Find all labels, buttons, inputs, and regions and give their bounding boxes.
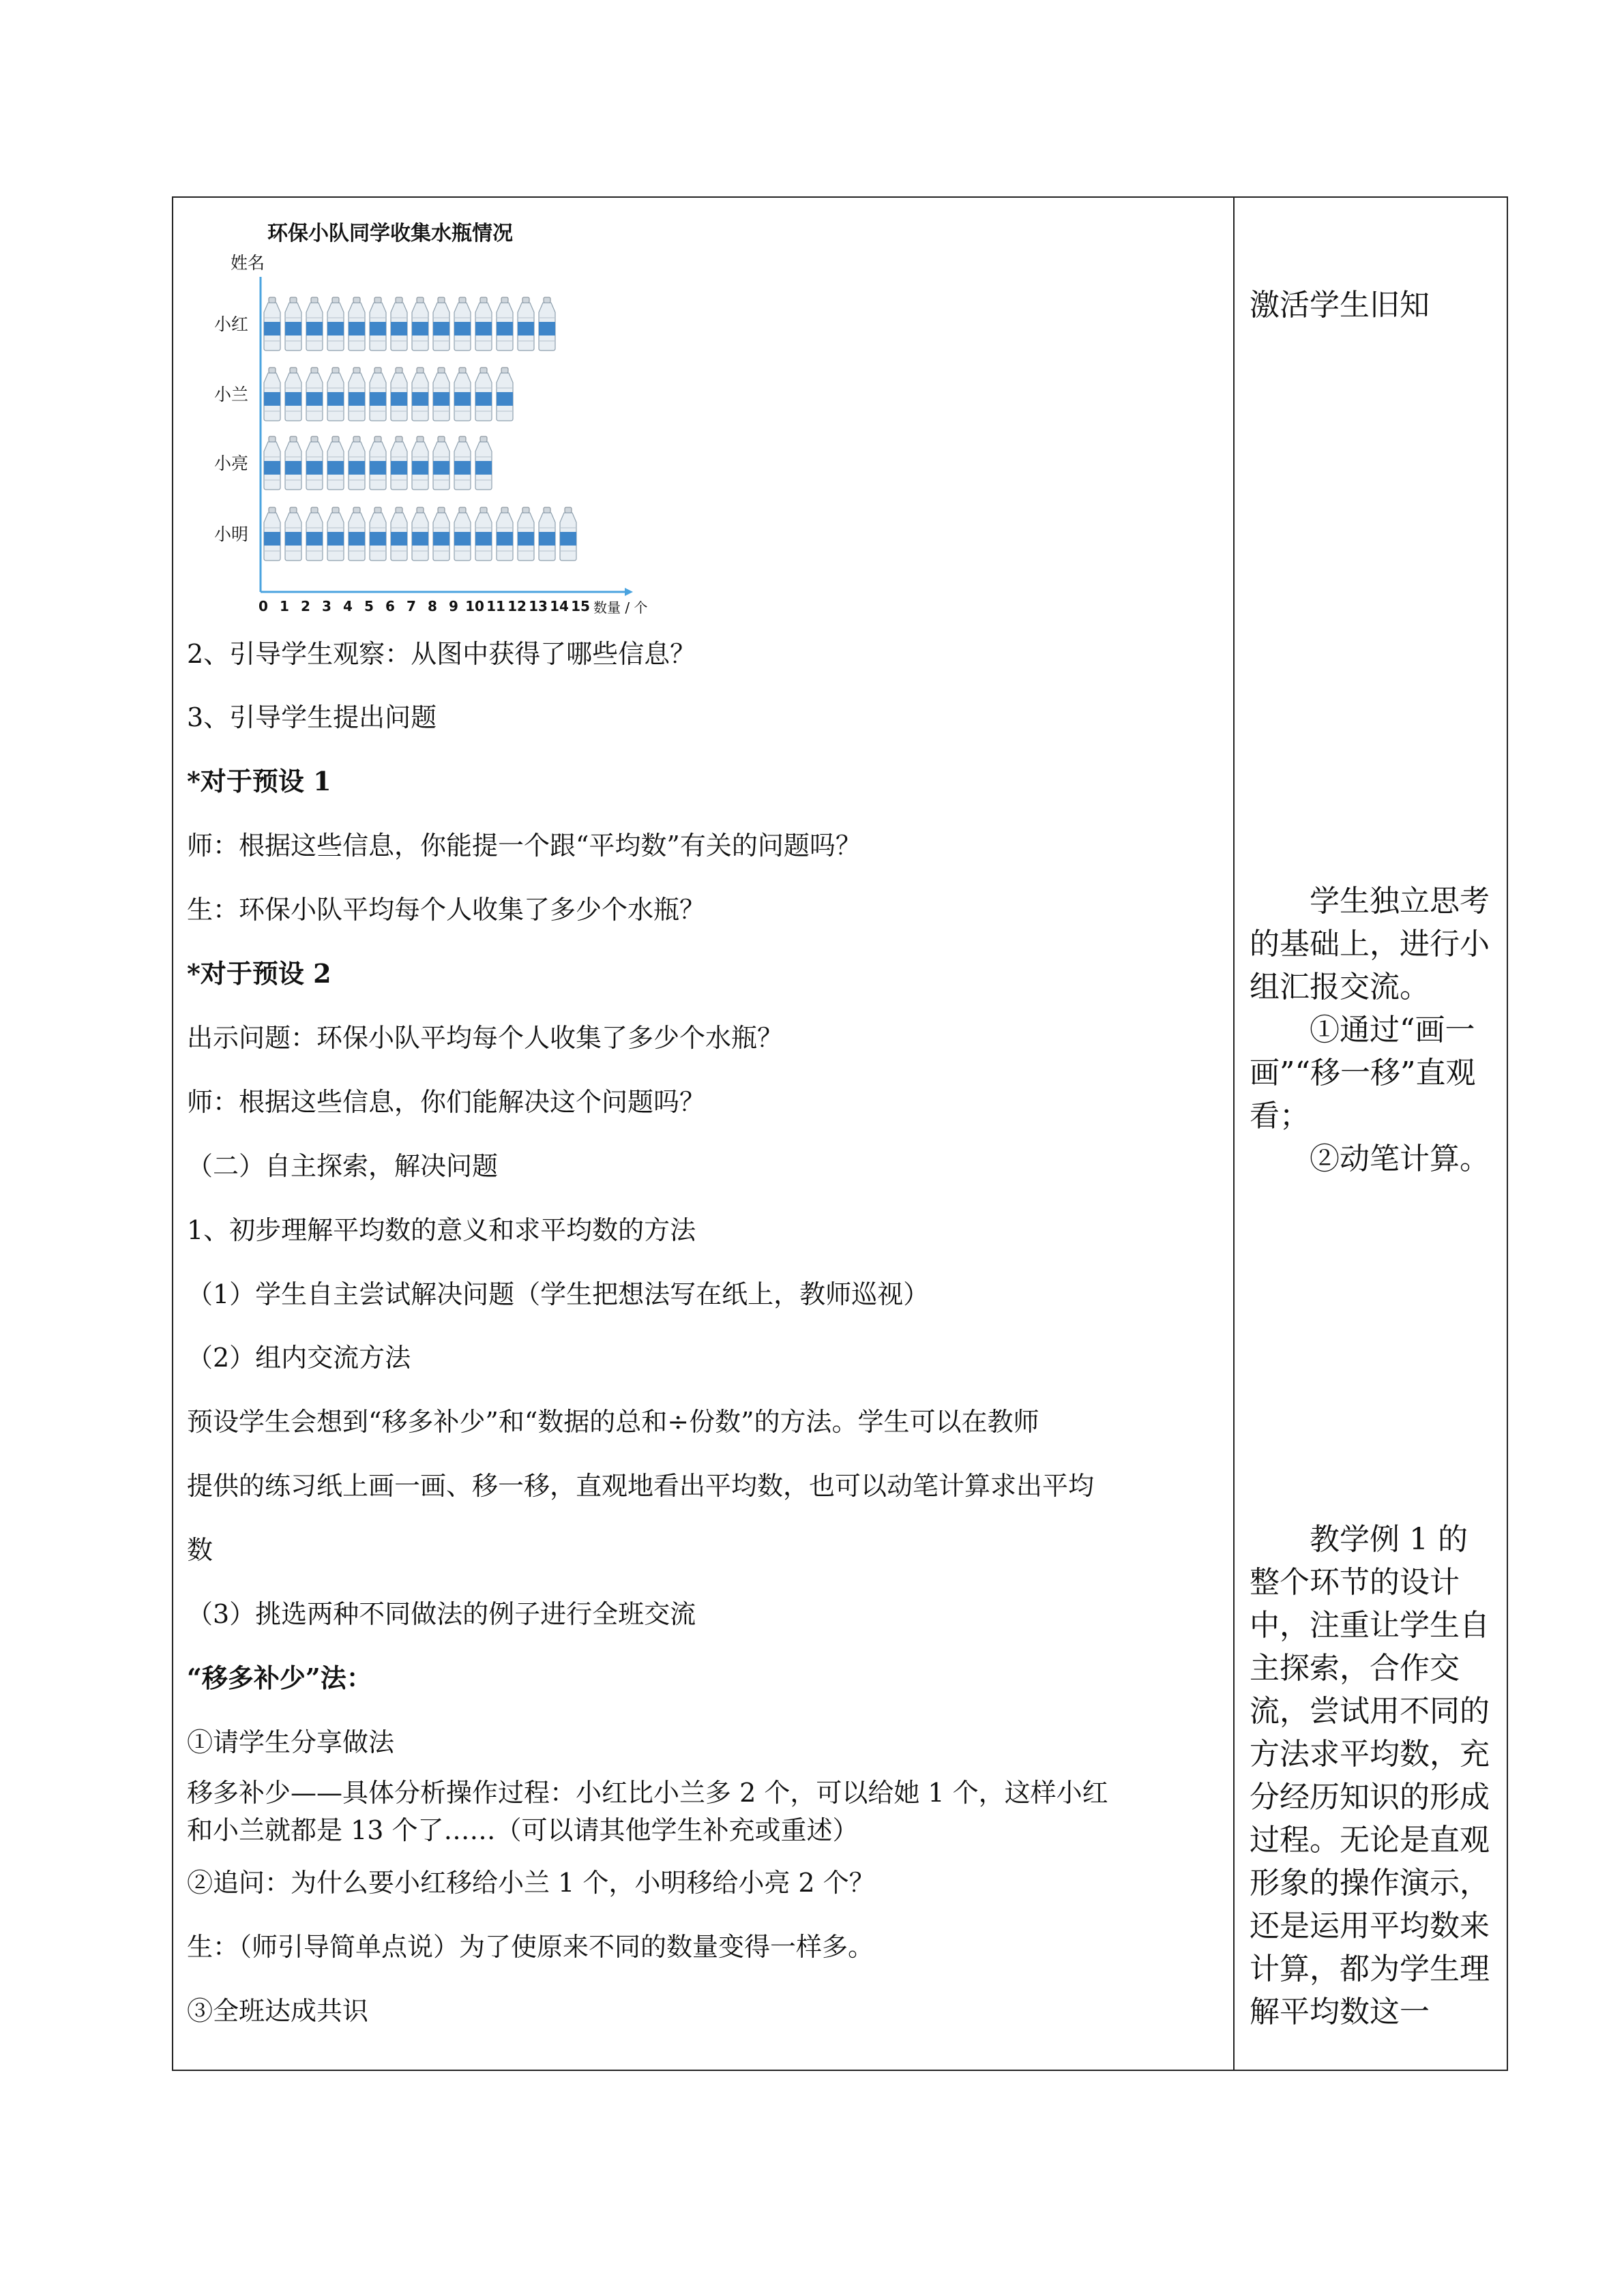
text-line: *对于预设 2	[187, 958, 331, 989]
x-axis-arrow-icon	[625, 588, 633, 596]
water-bottle-icon	[264, 507, 280, 561]
water-bottle-icon	[433, 436, 449, 490]
x-tick-label: 0	[259, 598, 268, 614]
category-label: 小红	[214, 314, 249, 334]
x-tick-label: 3	[322, 598, 331, 614]
water-bottle-icon	[475, 507, 492, 561]
x-tick-label: 4	[343, 598, 353, 614]
text-line: 提供的练习纸上画一画、移一移，直观地看出平均数，也可以动笔计算求出平均	[187, 1471, 1095, 1501]
water-bottle-icon	[370, 297, 386, 351]
x-tick-label: 13	[529, 598, 548, 614]
water-bottle-icon	[285, 436, 301, 490]
water-bottle-icon	[497, 368, 513, 421]
note-text: 教学例 1 的整个环节的设计中，注重让学生自主探索，合作交流，尝试用不同的方法求平均数，充分经历知识的形成过程。无论是直观形象的操作演示，还是运用平均数来计算，都为学生理解平均数这一	[1250, 1522, 1490, 2029]
water-bottle-icon	[370, 507, 386, 561]
chart-x-axis-label: 数量 / 个	[593, 599, 648, 616]
text-line: 2、引导学生观察：从图中获得了哪些信息？	[187, 639, 696, 669]
water-bottle-icon	[327, 297, 344, 351]
water-bottle-icon	[391, 297, 407, 351]
text-line: 师：根据这些信息，你能提一个跟“平均数”有关的问题吗？	[187, 831, 861, 861]
design-intent-column	[1250, 198, 1495, 2070]
text-line: 移多补少——具体分析操作过程：小红比小兰多 2 个，可以给她 1 个，这样小红	[187, 1778, 1108, 1808]
water-bottle-icon	[412, 436, 428, 490]
water-bottle-icon	[391, 368, 407, 421]
water-bottle-icon	[327, 436, 344, 490]
water-bottle-icon	[454, 368, 471, 421]
water-bottle-icon	[306, 436, 323, 490]
text-line: *对于预设 1	[187, 766, 331, 796]
water-bottle-icon	[327, 368, 344, 421]
text-line: （2）组内交流方法	[187, 1343, 411, 1373]
water-bottle-icon	[264, 368, 280, 421]
teaching-process-column	[187, 198, 1224, 2070]
water-bottle-icon	[349, 297, 365, 351]
water-bottle-icon	[264, 436, 280, 490]
water-bottle-icon	[285, 368, 301, 421]
method-heading: “移多补少”法：	[187, 1663, 372, 1693]
water-bottle-icon	[539, 507, 555, 561]
water-bottle-icon	[475, 368, 492, 421]
x-tick-label: 12	[507, 598, 527, 614]
text-line: （3）挑选两种不同做法的例子进行全班交流	[187, 1599, 696, 1629]
note-text: ①通过“画一画”“移一移”直观看；	[1250, 1013, 1476, 1133]
text-line: ③全班达成共识	[187, 1996, 369, 2026]
x-tick-label: 8	[428, 598, 437, 614]
water-bottle-icon	[327, 507, 344, 561]
water-bottle-icon	[475, 436, 492, 490]
water-bottle-icon	[412, 507, 428, 561]
water-bottle-icon	[518, 507, 534, 561]
water-bottle-icon	[306, 507, 323, 561]
text-line: 生：（师引导简单点说）为了使原来不同的数量变得一样多。	[187, 1932, 874, 1962]
x-tick-label: 11	[486, 598, 505, 614]
water-bottle-icon	[285, 297, 301, 351]
text-line: ②追问：为什么要小红移给小兰 1 个，小明移给小亮 2 个？	[187, 1868, 875, 1898]
note-example-design	[1250, 1518, 1495, 2033]
text-line: 和小兰就都是 13 个了……（可以请其他学生补充或重述）	[187, 1815, 859, 1845]
water-bottle-icon	[433, 297, 449, 351]
text-line: 出示问题：环保小队平均每个人收集了多少个水瓶？	[187, 1023, 784, 1053]
water-bottle-icon	[497, 297, 513, 351]
water-bottle-icon	[539, 297, 555, 351]
water-bottle-icon	[454, 297, 471, 351]
text-line: 1、初步理解平均数的意义和求平均数的方法	[187, 1215, 696, 1245]
water-bottle-icon	[518, 297, 534, 351]
section-heading: （二）自主探索，解决问题	[187, 1151, 499, 1181]
water-bottle-icon	[560, 507, 576, 561]
water-bottle-icon	[412, 368, 428, 421]
x-tick-label: 6	[385, 598, 395, 614]
water-bottle-icon	[306, 297, 323, 351]
water-bottle-icon	[264, 297, 280, 351]
text-line: （1）学生自主尝试解决问题（学生把想法写在纸上，教师巡视）	[187, 1279, 930, 1309]
note-text: ②动笔计算。	[1310, 1142, 1490, 1176]
text-line: 预设学生会想到“移多补少”和“数据的总和÷份数”的方法。学生可以在教师	[187, 1407, 1039, 1437]
x-tick-label: 1	[280, 598, 289, 614]
bottle-pictograph-chart	[187, 202, 678, 618]
x-tick-label: 15	[571, 598, 590, 614]
water-bottle-icon	[349, 507, 365, 561]
x-tick-label: 14	[550, 598, 569, 614]
note-activate-knowledge	[1250, 284, 1495, 327]
x-tick-label: 9	[449, 598, 458, 614]
water-bottle-icon	[306, 368, 323, 421]
chart-y-axis-label: 姓名	[231, 253, 265, 273]
text-line: 3、引导学生提出问题	[187, 702, 437, 732]
lesson-table	[172, 196, 1508, 2071]
water-bottle-icon	[497, 507, 513, 561]
note-group-exchange	[1250, 880, 1495, 1180]
text-line: 生：环保小队平均每个人收集了多少个水瓶？	[187, 895, 706, 925]
category-label: 小亮	[214, 453, 249, 473]
water-bottle-icon	[454, 436, 471, 490]
water-bottle-icon	[391, 507, 407, 561]
water-bottle-icon	[349, 436, 365, 490]
water-bottle-icon	[391, 436, 407, 490]
column-divider	[1233, 198, 1235, 2070]
water-bottle-icon	[370, 436, 386, 490]
x-tick-label: 10	[465, 598, 484, 614]
water-bottle-icon	[370, 368, 386, 421]
chart-title: 环保小队同学收集水瓶情况	[267, 222, 513, 245]
water-bottle-icon	[285, 507, 301, 561]
text-line: ①请学生分享做法	[187, 1727, 395, 1757]
water-bottle-icon	[412, 297, 428, 351]
category-label: 小兰	[214, 385, 249, 404]
water-bottle-icon	[454, 507, 471, 561]
water-bottle-icon	[349, 368, 365, 421]
water-bottle-icon	[475, 297, 492, 351]
text-line: 数	[187, 1535, 213, 1565]
x-tick-label: 2	[301, 598, 310, 614]
note-text: 学生独立思考的基础上，进行小组汇报交流。	[1250, 884, 1490, 1004]
x-tick-label: 5	[364, 598, 374, 614]
water-bottle-icon	[433, 507, 449, 561]
text-line: 师：根据这些信息，你们能解决这个问题吗？	[187, 1087, 706, 1117]
water-bottle-icon	[433, 368, 449, 421]
category-label: 小明	[214, 524, 249, 544]
note-text: 激活学生旧知	[1250, 288, 1430, 323]
x-tick-label: 7	[407, 598, 416, 614]
